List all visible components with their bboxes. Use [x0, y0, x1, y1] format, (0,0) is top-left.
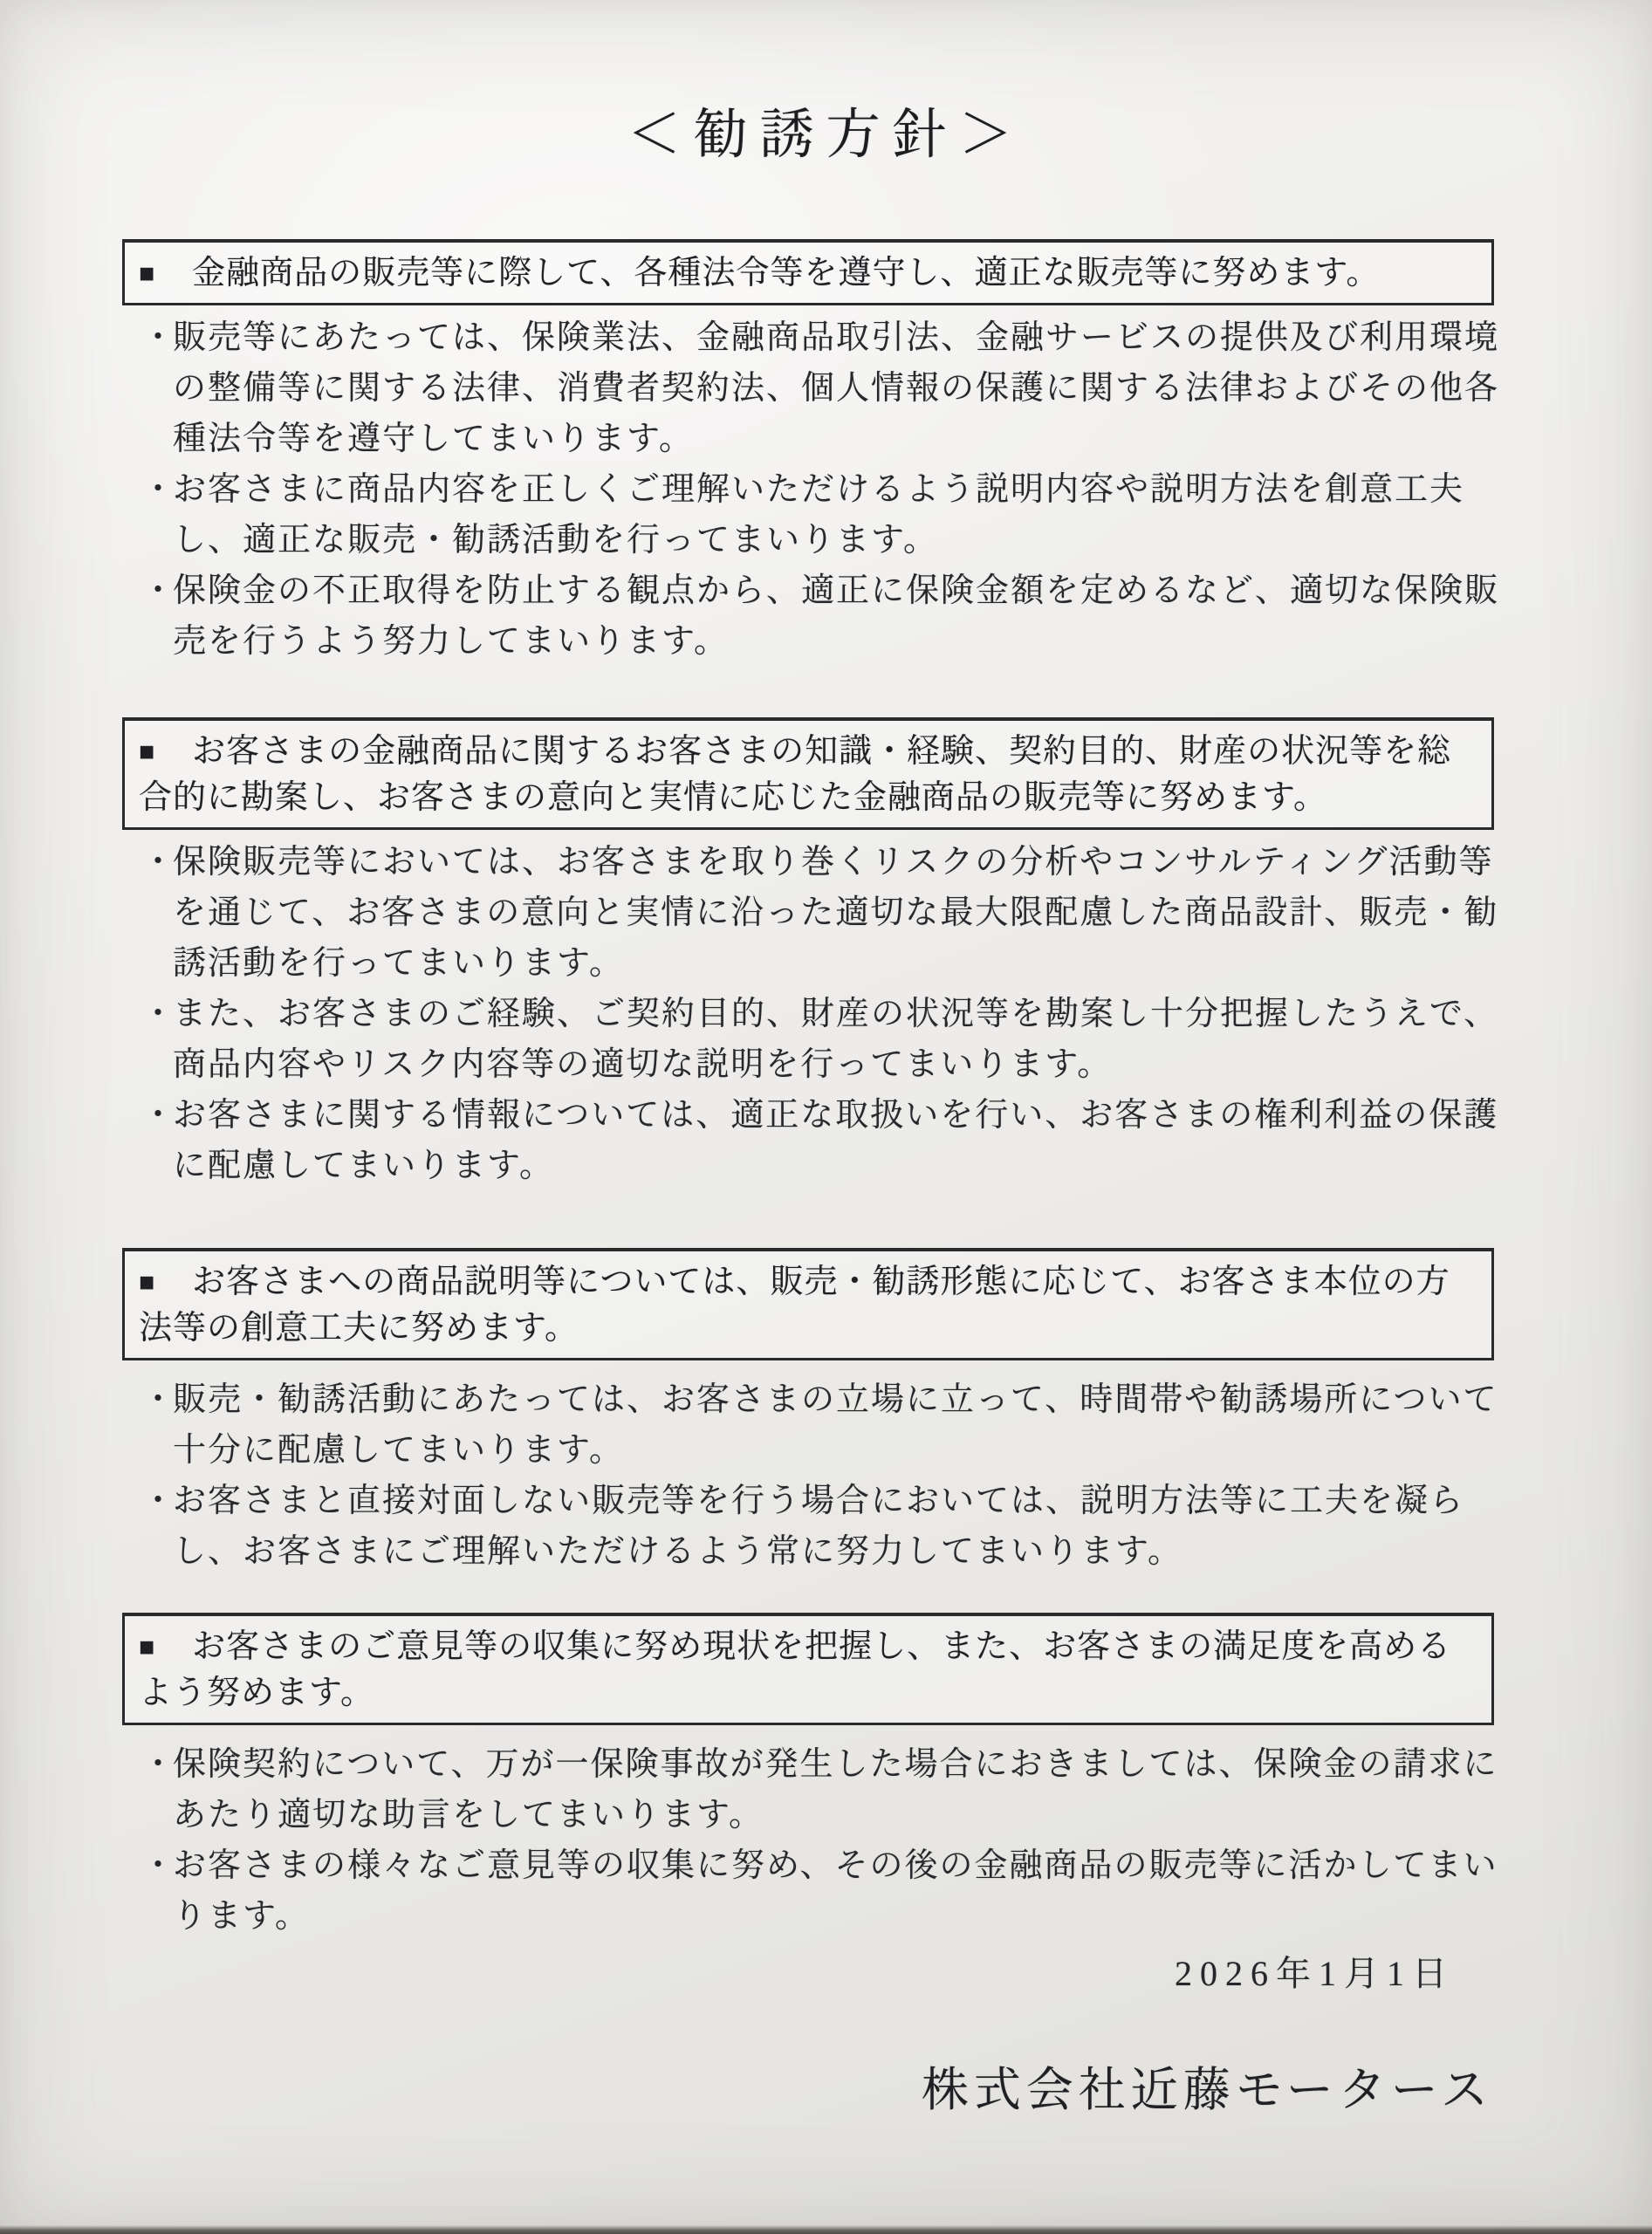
- bullet-item: [122, 1374, 1510, 1476]
- bullet-text: 保険契約について、万が一保険事故が発生した場合におきましては、保険金の請求にあたり適切な助言をしてまいります。: [173, 1746, 1498, 1833]
- dot-bullet-icon: ・: [141, 1746, 177, 1783]
- section-3-heading-text: お客さまへの商品説明等については、販売・勧誘形態に応じて、お客さま本位の方法等の創意工夫に努めます。: [139, 1264, 1450, 1347]
- policy-section-1: [122, 239, 1510, 667]
- bullet-text: また、お客さまのご経験、ご契約目的、財産の状況等を勘案し十分把握したうえで、商品内容やリスク内容等の適切な説明を行ってまいります。: [173, 996, 1499, 1083]
- section-1-heading-box: [122, 239, 1494, 305]
- company-name: 株式会社近藤モータース: [921, 2064, 1493, 2116]
- square-bullet-icon: ■: [139, 259, 156, 288]
- dot-bullet-icon: ・: [141, 844, 177, 881]
- section-4-bullet-list: [122, 1739, 1510, 1942]
- bullet-item: [122, 565, 1510, 667]
- policy-section-2: [122, 717, 1510, 1191]
- policy-section-3: [122, 1248, 1510, 1577]
- bullet-item: [122, 1476, 1510, 1577]
- dot-bullet-icon: ・: [141, 1847, 177, 1884]
- section-2-heading-text: お客さまの金融商品に関するお客さまの知識・経験、契約目的、財産の状況等を総合的に勘案し、お客さまの意向と実情に応じた金融商品の販売等に努めます。: [139, 733, 1452, 816]
- photo-edge-shadow: [0, 2225, 1652, 2234]
- document-date: 2026年1月1日: [1175, 1954, 1455, 1993]
- bullet-item: [122, 989, 1510, 1090]
- dot-bullet-icon: ・: [141, 471, 177, 508]
- section-2-bullet-list: [122, 837, 1510, 1191]
- dot-bullet-icon: ・: [141, 1483, 177, 1519]
- section-1-heading-text: 金融商品の販売等に際して、各種法令等を遵守し、適正な販売等に努めます。: [192, 255, 1381, 291]
- bullet-item: [122, 1739, 1510, 1840]
- square-bullet-icon: ■: [139, 1268, 156, 1297]
- dot-bullet-icon: ・: [141, 1381, 177, 1418]
- square-bullet-icon: ■: [139, 737, 156, 766]
- section-3-bullet-list: [122, 1374, 1510, 1577]
- section-1-bullet-list: [122, 312, 1510, 667]
- bullet-text: 保険販売等においては、お客さまを取り巻くリスクの分析やコンサルティング活動等を通じて、お客さまの意向と実情に沿った適切な最大限配慮した商品設計、販売・勧誘活動を行ってまいります。: [173, 844, 1499, 982]
- bullet-item: [122, 312, 1510, 464]
- dot-bullet-icon: ・: [141, 319, 177, 356]
- section-4-heading-box: [122, 1613, 1494, 1725]
- bullet-text: 保険金の不正取得を防止する観点から、適正に保険金額を定めるなど、適切な保険販売を行うよう努力してまいります。: [173, 572, 1500, 660]
- dot-bullet-icon: ・: [141, 572, 177, 609]
- section-3-heading-box: [122, 1248, 1494, 1360]
- bullet-text: お客さまの様々なご意見等の収集に努め、その後の金融商品の販売等に活かしてまいります。: [173, 1847, 1498, 1935]
- bullet-text: 販売・勧誘活動にあたっては、お客さまの立場に立って、時間帯や勧誘場所について十分に配慮してまいります。: [173, 1381, 1498, 1469]
- dot-bullet-icon: ・: [141, 996, 177, 1032]
- square-bullet-icon: ■: [139, 1633, 156, 1662]
- bullet-item: [122, 1090, 1510, 1191]
- bullet-text: 販売等にあたっては、保険業法、金融商品取引法、金融サービスの提供及び利用環境の整備等に関する法律、消費者契約法、個人情報の保護に関する法律およびその他各種法令等を遵守してまいります。: [173, 319, 1500, 457]
- section-2-heading-box: [122, 717, 1494, 830]
- bullet-item: [122, 1840, 1510, 1942]
- bullet-item: [122, 464, 1510, 565]
- bullet-item: [122, 837, 1510, 989]
- section-4-heading-text: お客さまのご意見等の収集に努め現状を把握し、また、お客さまの満足度を高めるよう努めます。: [139, 1628, 1452, 1711]
- bullet-text: お客さまに商品内容を正しくご理解いただけるよう説明内容や説明方法を創意工夫し、適正な販売・勧誘活動を行ってまいります。: [173, 471, 1465, 558]
- policy-section-4: [122, 1613, 1510, 1942]
- bullet-text: お客さまに関する情報については、適正な取扱いを行い、お客さまの権利利益の保護に配慮してまいります。: [173, 1097, 1499, 1184]
- bullet-text: お客さまと直接対面しない販売等を行う場合においては、説明方法等に工夫を凝らし、お客さまにご理解いただけるよう常に努力してまいります。: [173, 1483, 1465, 1570]
- dot-bullet-icon: ・: [141, 1097, 177, 1134]
- document-title: ＜勧誘方針＞: [627, 106, 1025, 165]
